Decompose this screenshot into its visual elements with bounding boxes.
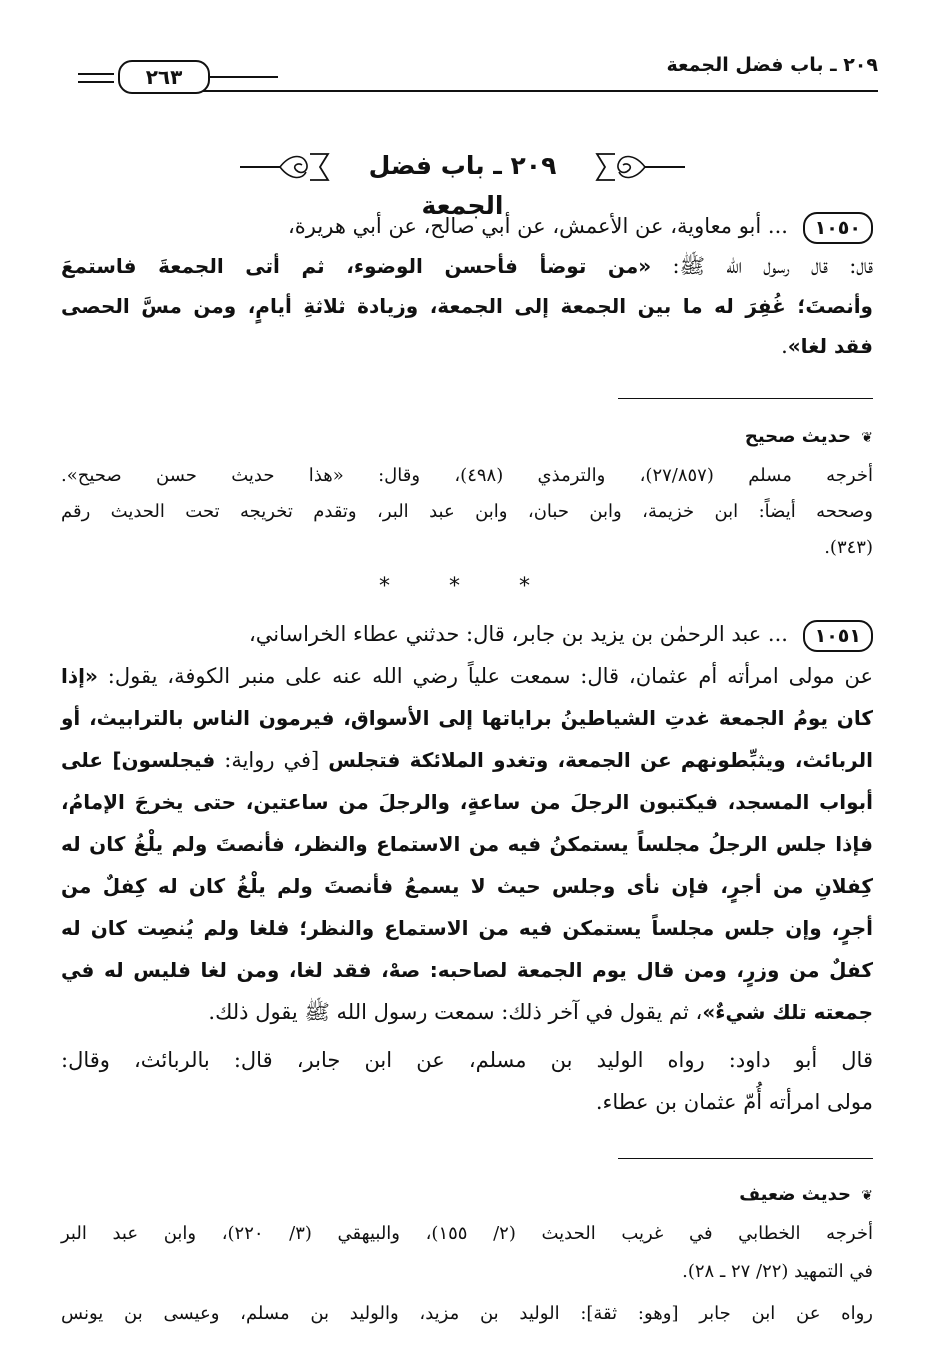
text-line: قال أبو داود: رواه الوليد بن مسلم، عن ابن جابر، قال: بالربائث، وقال: — [61, 1048, 873, 1072]
hadith-number: ١٠٥١ — [803, 620, 873, 652]
hadith-text: ، ثم يقول في آخر ذلك: سمعت رسول الله ﷺ يقول ذلك. — [208, 1000, 703, 1024]
text-line — [61, 740, 873, 780]
takhrij-line: وصححه أيضاً: ابن خزيمة، وابن حبان، وابن عبد البر، وتقدم تخريجه تحت الحديث رقم — [61, 501, 873, 522]
separator-line — [618, 398, 873, 399]
running-title: ٢٠٩ ـ باب فضل الجمعة — [666, 54, 878, 76]
leaf-icon: ❦ — [861, 1188, 873, 1204]
grade-label — [739, 1180, 873, 1210]
hadith-number: ١٠٥٠ — [803, 212, 873, 244]
text-line — [61, 614, 873, 654]
hadith-matn: جمعته تلك شيءٌ» — [702, 1000, 873, 1024]
ornament-left-icon — [240, 150, 330, 184]
hadith-matn: الربائث، ويثبِّطونهم عن الجمعة، وتغدو الملائكة فتجلس — [328, 748, 873, 772]
takhrij-line: في التمهيد (٢٢/ ٢٧ ـ ٢٨). — [682, 1261, 873, 1282]
text-line — [61, 656, 873, 696]
hadith-matn: فيجلسون] على — [61, 748, 216, 772]
hadith-text: ... عبد الرحمٰن بن يزيد بن جابر، قال: حدثني عطاء الخراساني، — [248, 622, 788, 646]
takhrij-line: رواه عن ابن جابر [وهو: ثقة]: الوليد بن مزيد، والوليد بن مسلم، وعيسى بن يونس — [61, 1303, 873, 1324]
hadith-text: عن مولى امرأته أم عثمان، قال: سمعت علياً رضي الله عنه على منبر الكوفة، يقول: — [97, 664, 873, 688]
hadith-matn: كان يومُ الجمعة غدتِ الشياطينُ براياتها إلى الأسواق، فيرمون الناس بالترابيث، أو — [61, 706, 873, 730]
text-line: مولى امرأته أُمّ عثمان بن عطاء. — [595, 1090, 873, 1114]
punctuation: . — [781, 334, 788, 358]
hadith-matn: «إذا — [61, 664, 98, 688]
section-stars: * * * — [379, 574, 556, 599]
hadith-matn: «من توضأ فأحسن الوضوء، ثم أتى الجمعةَ فاستمعَ — [61, 254, 652, 278]
chapter-heading — [240, 146, 685, 220]
hadith-matn: كِفلانِ من أجرٍ، فإن نأى وجلس حيث لا يسمعُ فأنصتَ ولم يلْغُ كان له كِفلٌ من — [61, 874, 873, 898]
grade-label — [745, 422, 873, 452]
separator-line — [618, 1158, 873, 1159]
text-line — [61, 246, 873, 286]
text-line — [61, 326, 873, 366]
hadith-text: [في رواية: — [215, 748, 329, 772]
text-line — [61, 992, 873, 1032]
hadith-matn: أبواب المسجد، فيكتبون الرجلَ من ساعةٍ، والرجلَ من ساعتين، حتى يخرجَ الإمامُ، — [61, 790, 873, 814]
page-number-frame — [78, 60, 278, 96]
grade-text: حديث صحيح — [744, 426, 851, 447]
page-number: ٢٦٣ — [118, 60, 210, 94]
grade-text: حديث ضعيف — [739, 1184, 851, 1205]
hadith-matn: فقد لغا» — [787, 334, 873, 358]
hadith-matn: أجرٍ، وإن جلس مجلساً يستمكن فيه من الاستماع والنظر؛ فلغا ولم يُنصِت كان له — [61, 916, 873, 940]
chapter-title: ٢٠٩ ـ باب فضل الجمعة — [368, 151, 557, 220]
text-line — [61, 206, 873, 246]
hadith-text: قال: قال رسول الله ﷺ: — [651, 254, 873, 278]
ornament-right-icon — [595, 150, 685, 184]
hadith-text: ... أبو معاوية، عن الأعمش، عن أبي صالح، عن أبي هريرة، — [288, 214, 788, 238]
takhrij-line: أخرجه مسلم (٢٧/٨٥٧)، والترمذي (٤٩٨)، وقال: «هذا حديث حسن صحيح». — [61, 465, 873, 486]
takhrij-line: أخرجه الخطابي في غريب الحديث (٢/ ١٥٥)، والبيهقي (٣/ ٢٢٠)، وابن عبد البر — [61, 1223, 873, 1244]
hadith-matn: فإذا جلس الرجلُ مجلساً يستمكنُ فيه من الاستماع والنظر، فأنصتَ ولم يلْغُ كان له — [61, 832, 873, 856]
hadith-matn: وأنصتَ؛ غُفِرَ له ما بين الجمعة إلى الجمعة، وزيادة ثلاثةِ أيامٍ، ومن مسَّ الحصى — [61, 294, 873, 318]
hadith-matn: كفلٌ من وزرٍ، ومن قال يوم الجمعة لصاحبه: صهْ، فقد لغا، ومن لغا فليس له في — [61, 958, 873, 982]
leaf-icon: ❦ — [861, 430, 873, 446]
takhrij-line: (٣٤٣). — [824, 537, 873, 558]
page-number-double-line — [78, 73, 114, 83]
header-rule — [178, 90, 878, 92]
page-number-line — [210, 76, 278, 78]
running-header — [78, 52, 878, 96]
